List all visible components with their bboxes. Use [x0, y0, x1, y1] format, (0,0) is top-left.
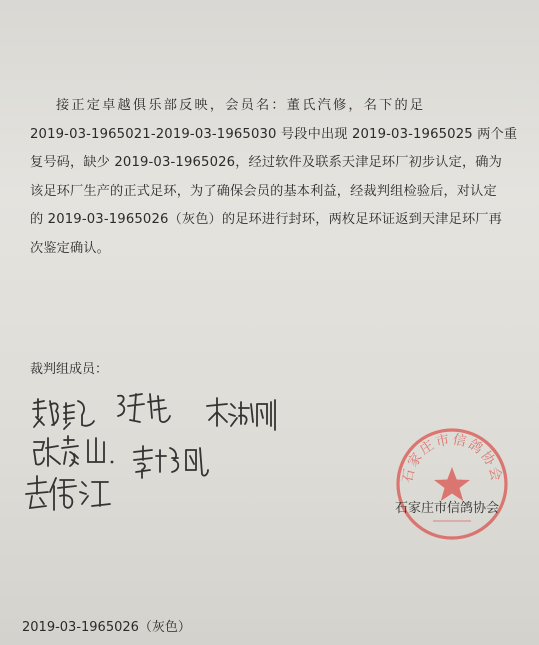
paragraph-line-6: 次鉴定确认。	[30, 240, 111, 256]
organization-name: 石家庄市信鸽协会	[395, 501, 500, 516]
signature-zhu-xianggang	[205, 396, 280, 436]
paragraph-line-5: 的 2019-03-1965026（灰色）的足环进行封环，两枚足环证返到天津足环厂再	[30, 212, 502, 228]
signature-qu-weijiang	[24, 474, 114, 518]
signature-li-weiniu	[130, 444, 210, 484]
signature-chen	[114, 390, 174, 432]
signature-zhang-yanshan	[30, 434, 118, 478]
signature-zheng-kai	[30, 395, 100, 435]
ring-number-note: 2019-03-1965026（灰色）	[22, 620, 191, 635]
paragraph-line-4: 该足环厂生产的正式足环，为了确保会员的基本利益，经裁判组检验后，对认定	[30, 183, 497, 199]
paragraph-line-3: 复号码，缺少 2019-03-1965026，经过软件及联系天津足环厂初步认定，确为	[30, 155, 502, 171]
association-seal	[393, 425, 511, 543]
notice-paragraph	[30, 92, 530, 264]
referee-members-label: 裁判组成员：	[30, 362, 109, 377]
paragraph-line-1: 接正定卓越俱乐部反映，会员名：董氏汽修，名下的足	[56, 98, 426, 113]
paragraph-line-2: 2019-03-1965021-2019-03-1965030 号段中出现 2019-03-1965025 两个重	[30, 126, 518, 142]
svg-text:石家庄市信鸽协会: 石家庄市信鸽协会	[399, 431, 505, 485]
